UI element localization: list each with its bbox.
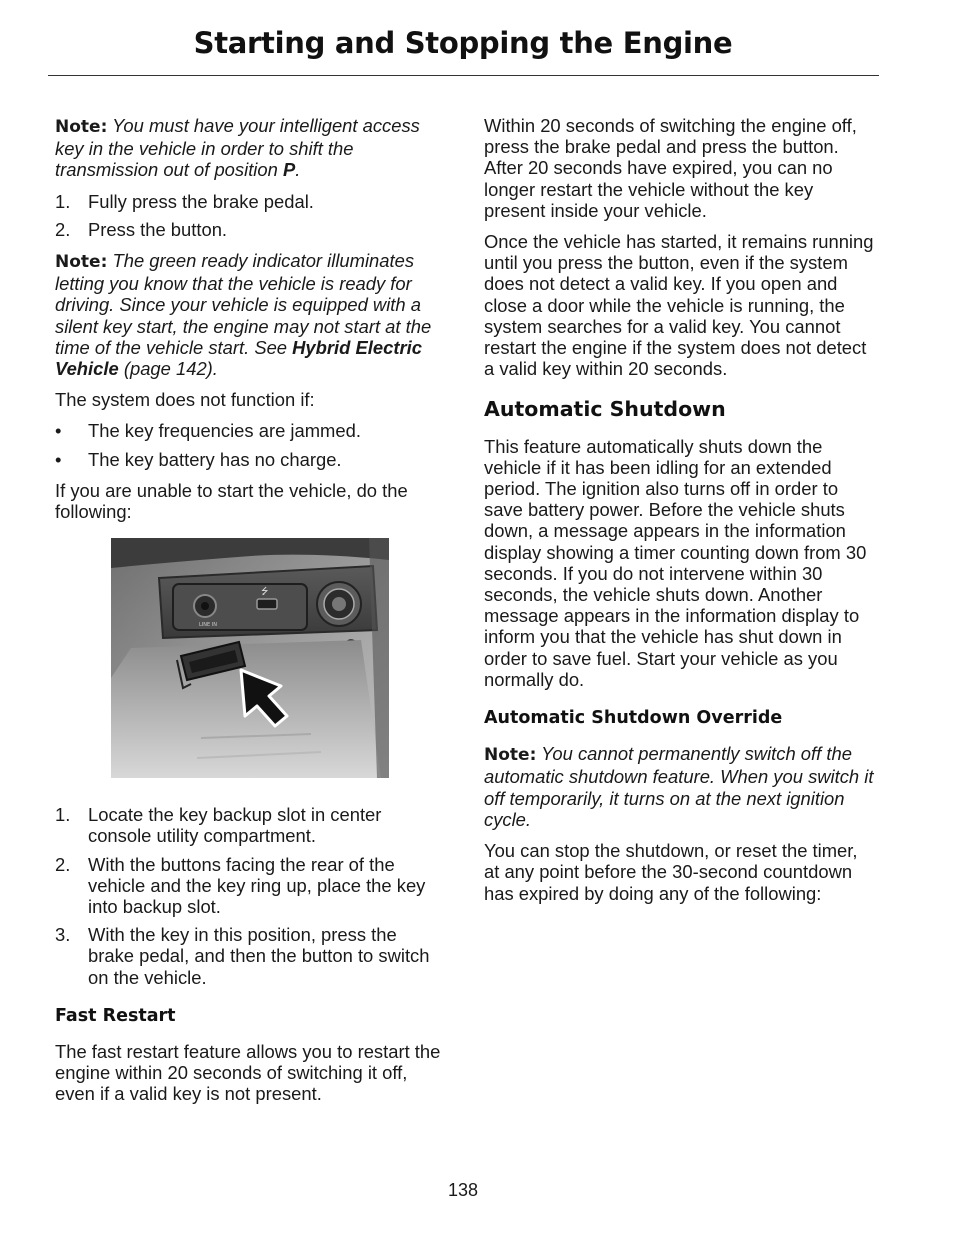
note-text: You cannot permanently switch off the automatic shutdown feature. When you switch it off temporarily, it turns on at the next ignition cycle. [484, 743, 874, 830]
bullet-text: The key frequencies are jammed. [88, 420, 361, 442]
page-reference: (page 142). [118, 358, 218, 380]
note-ready-indicator [55, 250, 447, 379]
override-text: You can stop the shutdown, or reset the timer, at any point before the 30-second countdown has expired by doing any of the following: [484, 840, 858, 904]
note-text: You must have your intelligent access key in the vehicle in order to shift the transmission out of position [55, 115, 420, 181]
list-item [55, 449, 447, 470]
restart-window-text: Within 20 seconds of switching the engine off, press the brake pedal and press the button. After 20 seconds have expired, you can no longer restart the vehicle without the key present inside your vehicle. [484, 115, 857, 221]
step-number: 2. [55, 853, 71, 875]
list-item [55, 219, 447, 240]
shutdown-override-heading: Automatic Shutdown Override [484, 708, 783, 729]
console-image [111, 538, 389, 778]
note-emphasis: P [282, 159, 296, 181]
step-text: With the buttons facing the rear of the vehicle and the key ring up, place the key into backup slot. [88, 853, 426, 918]
conditions-list [55, 420, 447, 469]
bullet: • [55, 448, 62, 470]
note-intelligent-key [55, 115, 447, 181]
right-column [484, 115, 876, 914]
step-text: Press the button. [88, 218, 228, 240]
page-number: 138 [447, 1180, 479, 1200]
fast-restart-text: The fast restart feature allows you to restart the engine within 20 seconds of switching it off, even if a valid key is not present. [55, 1041, 441, 1105]
note-label: Note: [55, 117, 108, 137]
bullet-text: The key battery has no charge. [88, 448, 342, 470]
list-item [55, 854, 447, 918]
note-text: The green ready indicator illuminates letting you know that the vehicle is ready for driving. Since your vehicle is equipped with a silent key start, the engine may not start at the time of the vehicle start. See [55, 250, 432, 358]
step-text: Locate the key backup slot in center console utility compartment. [88, 804, 382, 847]
list-item [55, 191, 447, 212]
note-shutdown [484, 743, 876, 830]
system-intro: The system does not function if: [55, 389, 315, 411]
automatic-shutdown-heading: Automatic Shutdown [484, 397, 726, 422]
list-item [55, 804, 447, 846]
line-in-label: LINE IN [199, 622, 217, 629]
running-text: Once the vehicle has started, it remains running until you press the button, even if the system does not detect a valid key. If you open and close a door while the vehicle is running, the system searches for a valid key. You cannot restart the engine if the system does not detect a valid key within 20 seconds. [484, 231, 874, 380]
automatic-shutdown-text: This feature automatically shuts down the vehicle if it has been idling for an extended period. The ignition also turns off in order to save battery power. Before the vehicle shuts down, a message appears in the information display showing a timer counting down from 30 seconds. If you do not intervene within 30 seconds, the vehicle shuts down. Another message appears in the information display to inform you that the vehicle has shut down in order to save fuel. Start your vehicle as you normally do. [484, 435, 867, 690]
page-title: Starting and Stopping the Engine [193, 26, 733, 60]
list-item [55, 924, 447, 988]
left-column [55, 115, 447, 1115]
unable-start-text: If you are unable to start the vehicle, do the following: [55, 479, 408, 523]
backup-steps-list [55, 804, 447, 988]
note-text-end: . [295, 159, 301, 181]
step-text: Fully press the brake pedal. [88, 190, 314, 212]
step-number: 2. [55, 218, 71, 240]
backup-slot-illustration [111, 538, 389, 778]
step-number: 1. [55, 804, 71, 826]
list-item [55, 420, 447, 441]
note-label: Note: [55, 252, 108, 273]
fast-restart-heading: Fast Restart [55, 1005, 176, 1026]
step-text: With the key in this position, press the brake pedal, and then the button to switch on the vehicle. [88, 924, 430, 988]
start-steps-list [55, 191, 447, 240]
step-number: 1. [55, 190, 71, 212]
usb-icon: ⭍ [261, 587, 269, 598]
step-number: 3. [55, 924, 71, 946]
bullet: • [55, 420, 62, 442]
note-label: Note: [484, 745, 537, 766]
title-rule [48, 75, 879, 76]
cross-reference-link[interactable]: Hybrid Electric Vehicle [55, 336, 422, 380]
